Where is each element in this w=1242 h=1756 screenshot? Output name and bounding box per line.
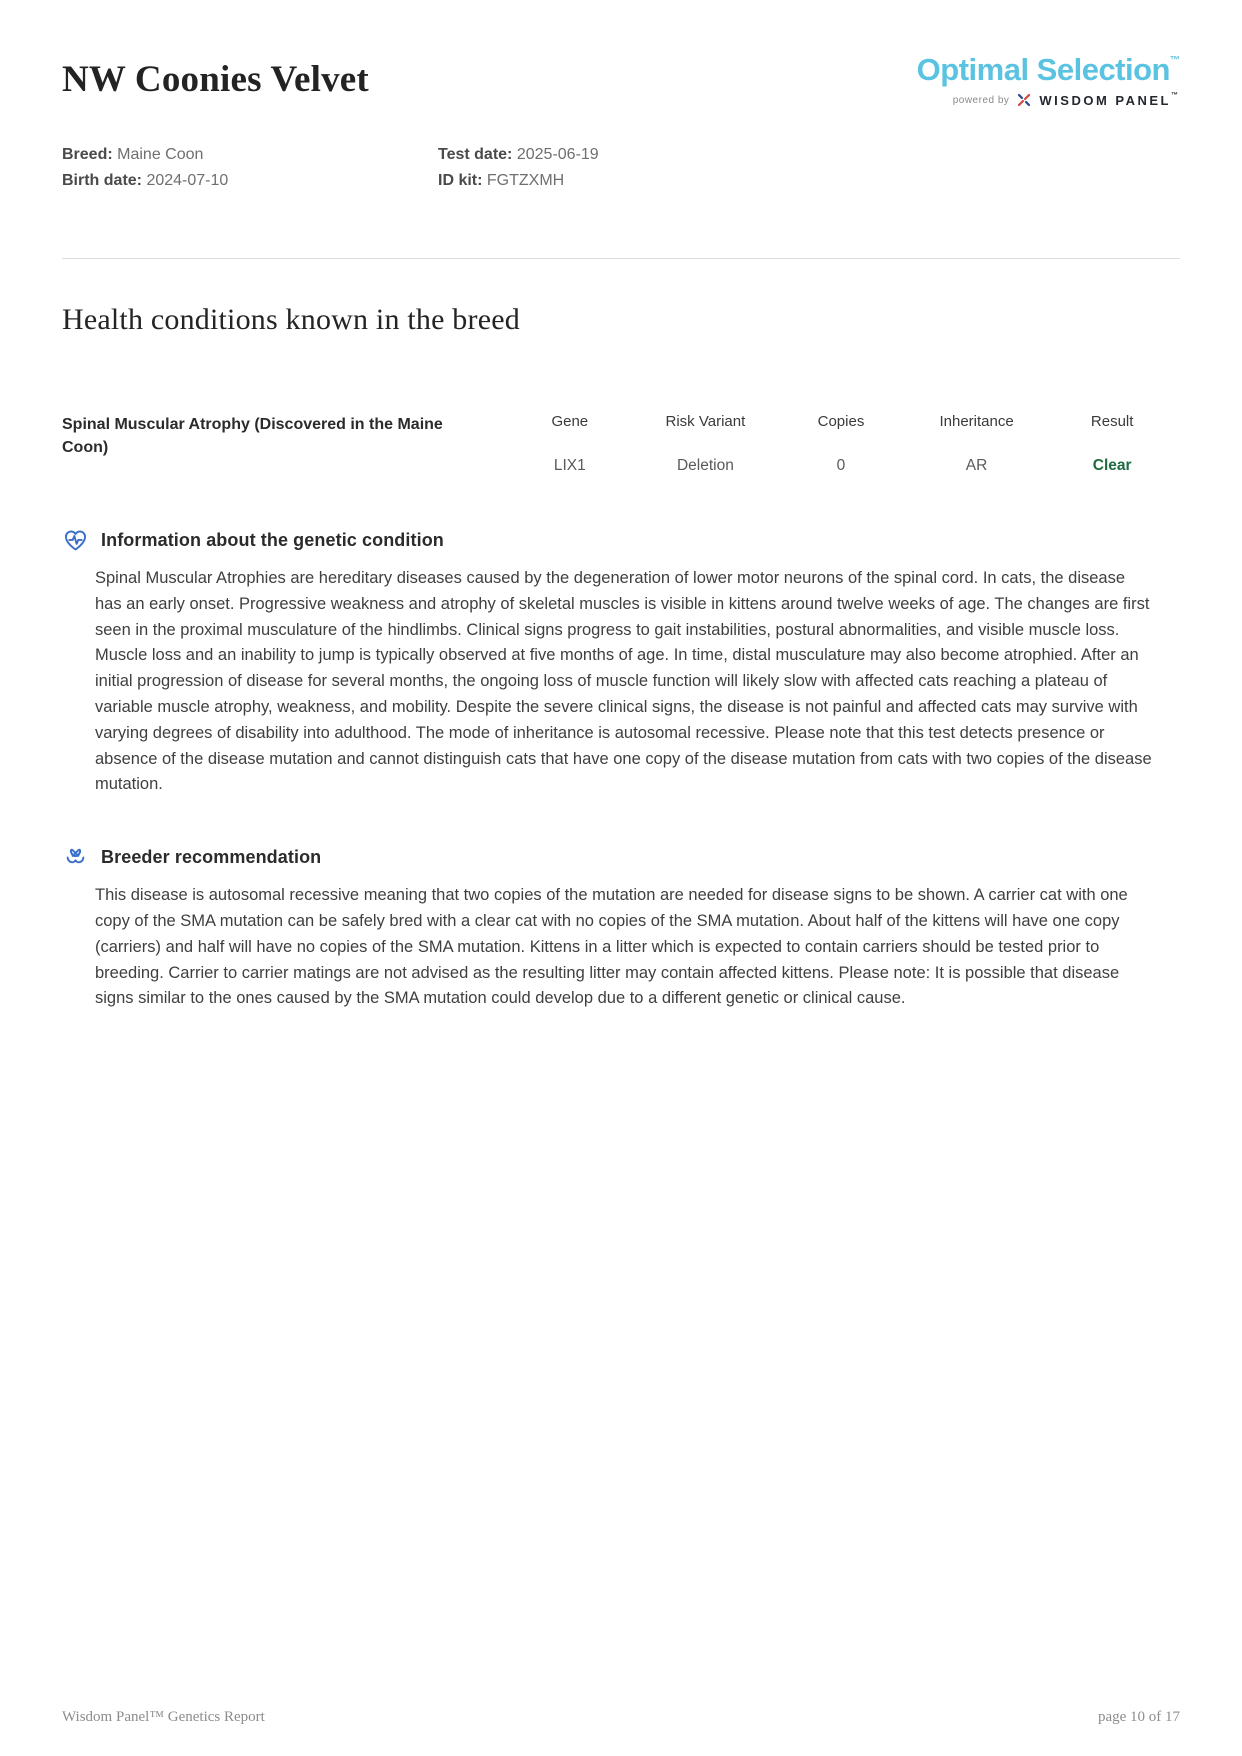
- powered-by-label: powered by: [952, 94, 1010, 106]
- heart-pulse-icon: [62, 527, 89, 554]
- id-kit-row: [438, 168, 599, 194]
- pet-meta: [62, 142, 1180, 194]
- meta-column-right: [438, 142, 599, 194]
- breed-label: Breed:: [62, 146, 113, 163]
- id-kit-label: ID kit:: [438, 172, 483, 189]
- brand-text: Optimal Selection: [916, 52, 1170, 87]
- page-title: Health conditions known in the breed: [62, 303, 520, 336]
- breed-row: [62, 142, 438, 168]
- breeder-recommendation-body: This disease is autosomal recessive meaning that two copies of the mutation are needed for disease signs to be shown. A carrier cat with one copy of the SMA mutation can be safely bred with a clear cat with no copies of the SMA mutation. About half of the kittens will have one copy (carriers) and half will have no copies of the SMA mutation. Kittens in a litter which is expected to contain carriers should be tested prior to breeding. Carrier to carrier matings are not advised as the resulting litter may contain affected kittens. Please note: It is possible that disease signs similar to the ones caused by the SMA mutation could develop due to a different genetic or clinical cause.: [95, 886, 1128, 1008]
- genetic-condition-info-section: [62, 527, 1180, 798]
- result-status-badge: Clear: [1092, 457, 1132, 474]
- partner-trademark: ™: [1171, 91, 1178, 99]
- id-kit-value: FGTZXMH: [486, 172, 565, 189]
- dna-helix-icon: [1016, 92, 1032, 108]
- birth-date-value: 2024-07-10: [146, 172, 229, 189]
- header-divider: [62, 258, 1180, 259]
- gene-column: [502, 413, 638, 475]
- breeder-recommendation-icon: [62, 844, 89, 871]
- gene-value: LIX1: [553, 457, 586, 474]
- breeder-recommendation-section: [62, 844, 1180, 1012]
- gene-header: Gene: [551, 413, 589, 430]
- wisdom-panel-logo: [1039, 93, 1178, 108]
- copies-column: [773, 413, 909, 475]
- genetic-condition-info-body: Spinal Muscular Atrophies are hereditary diseases caused by the degeneration of lower motor neurons of the spinal cord. In cats, the disease has an early onset. Progressive weakness and atrophy of skeletal muscles is visible in kittens around twelve weeks of age. The changes are first seen in the proximal musculature of the hindlimbs. Clinical signs progress to gait instabilities, postural abnormalities, and visible muscle loss. Muscle loss and an inability to jump is typically observed at five months of age. In time, distal musculature may also become atrophied. After an initial progression of disease for several months, the ongoing loss of muscle function will likely slow with affected cats reaching a plateau of variable muscle atrophy, weakness, and mobility. Despite the severe clinical signs, the disease is not painful and affected cats may survive with varying degrees of disability into adulthood. The mode of inheritance is autosomal recessive. Please note that this test detects presence or absence of the disease mutation and cannot distinguish cats that have one copy of the disease mutation from cats with two copies of the disease mutation.: [95, 569, 1152, 794]
- breeder-recommendation-header: [62, 844, 1180, 871]
- powered-by-row: [917, 92, 1178, 108]
- risk-variant-header: Risk Variant: [665, 413, 746, 430]
- meta-column-left: [62, 142, 438, 194]
- condition-columns: [502, 413, 1180, 475]
- inheritance-header: Inheritance: [939, 413, 1014, 430]
- copies-value: 0: [836, 457, 846, 474]
- condition-table: [62, 413, 1180, 475]
- footer-report-name: Wisdom Panel™ Genetics Report: [62, 1709, 265, 1725]
- breeder-recommendation-heading: Breeder recommendation: [101, 847, 322, 868]
- risk-variant-column: [638, 413, 774, 475]
- partner-text: WISDOM PANEL: [1039, 92, 1171, 108]
- copies-header: Copies: [817, 413, 865, 430]
- page-footer: [62, 1709, 1180, 1726]
- condition-name: Spinal Muscular Atrophy (Discovered in the Maine Coon): [62, 416, 443, 456]
- report-header: [62, 52, 1180, 108]
- brand-logo: [917, 54, 1180, 108]
- optimal-selection-logo: [917, 54, 1180, 85]
- test-date-value: 2025-06-19: [516, 146, 599, 163]
- risk-variant-value: Deletion: [676, 457, 734, 474]
- result-header: Result: [1090, 413, 1134, 430]
- genetic-condition-info-heading: Information about the genetic condition: [101, 530, 444, 550]
- birth-date-label: Birth date:: [62, 172, 142, 189]
- pet-name-title: NW Coonies Velvet: [62, 59, 369, 100]
- inheritance-column: [909, 413, 1045, 475]
- result-column: [1044, 413, 1180, 475]
- inheritance-value: AR: [965, 457, 988, 474]
- test-date-label: Test date:: [438, 146, 513, 163]
- genetic-condition-info-header: [62, 527, 1180, 554]
- test-date-row: [438, 142, 599, 168]
- birth-date-row: [62, 168, 438, 194]
- breed-value: Maine Coon: [117, 146, 204, 163]
- brand-trademark: ™: [1170, 55, 1180, 66]
- footer-page-number: page 10 of 17: [1097, 1709, 1180, 1725]
